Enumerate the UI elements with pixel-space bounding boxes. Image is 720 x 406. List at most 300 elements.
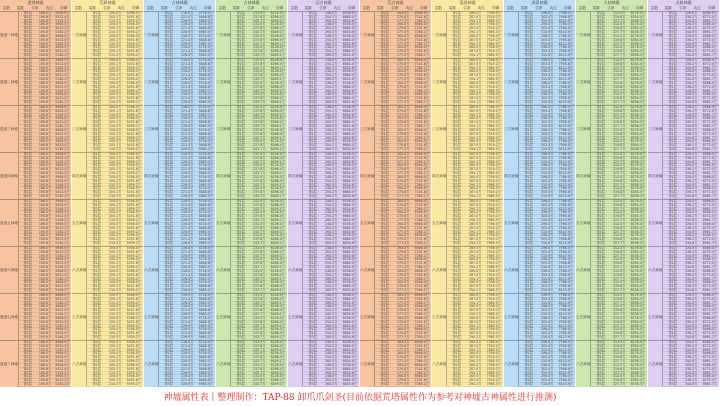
table-cell: 221.4万 [181,202,194,207]
table-cell: 第3层 [92,312,101,317]
table-cell: 4906.0万 [55,327,70,332]
table-cell: 6536.0万 [342,374,357,379]
table-cell: 243.7万 [253,112,266,117]
table-cell: 5140.2万 [55,312,70,317]
table-cell: 第2层 [308,37,317,42]
table-cell: 5306.0万 [126,92,141,97]
table-cell: 254.2万 [325,296,338,301]
table-cell: 312.0万 [613,69,626,74]
table-group [648,58,719,105]
table-group [216,152,287,199]
table-cell: 7936.8万 [558,143,573,148]
table-cell: 5431.6万 [126,108,141,113]
table-cell: 6126.0万 [270,362,285,367]
table-cell: 5306.0万 [126,45,141,50]
table-cell: 5140.2万 [55,41,70,46]
table-cell: 5716.0万 [198,58,213,62]
table-cell: 221.4万 [181,143,194,148]
table-cell: 第2层 [92,120,101,125]
table-cell: 第3层 [23,159,32,164]
table-cell: 第1层 [92,92,101,97]
table-cell: 319.8万 [613,284,626,289]
table-cell: 4906.0万 [55,221,70,226]
table-cell: 264.0万 [397,174,410,179]
table-cell: 6126.0万 [270,92,285,97]
table-cell: 第2层 [164,155,173,160]
table-cell: 6409.1万 [270,312,285,317]
table-cell: 第2层 [668,26,677,31]
table-cell: 310.9万 [541,147,554,152]
table-cell: 5983.5万 [198,182,213,187]
table-group [144,293,215,340]
table-cell: 5848.8万 [198,366,213,371]
table-cell: 第1层 [308,69,317,74]
table-cell: 6834.6万 [342,300,357,305]
table-cell: 7685.5万 [486,323,501,328]
table-cell: 5559.2万 [126,206,141,211]
table-cell: 8176.0万 [630,58,645,62]
table-cell: 第3层 [92,335,101,340]
table-cell: 190.8万 [38,331,52,336]
table-cell: 344.6万 [685,30,698,35]
group-label: 遗迹一神墟 [0,12,19,58]
table-cell: 270.6万 [397,131,410,136]
table-cell: 第2层 [524,108,533,113]
table-cell: 第2层 [452,272,461,277]
table-cell: 6126.0万 [270,69,285,74]
group-label: 四古神墟 [144,153,159,199]
table-cell: 5983.5万 [198,100,213,105]
table-cell: 第2层 [23,14,32,19]
table-cell: 260.5万 [325,41,338,46]
table-cell: 第1层 [596,58,605,62]
table-cell: 8772.0万 [702,261,717,266]
table-cell: 6834.6万 [342,77,357,82]
table-cell: 第3层 [524,241,533,246]
table-cell: 312.0万 [613,293,626,297]
table-cell: 第1层 [668,327,677,332]
table-cell: 303.4万 [541,319,554,324]
table-cell: 5848.8万 [198,167,213,172]
table-cell: 8586.0万 [702,210,717,215]
table-cell: 270.6万 [397,331,410,336]
table-cell: 5022.4万 [55,214,70,219]
group-label: 遗迹二神墟 [0,59,19,105]
table-cell: 6684.0万 [342,167,357,172]
table-cell: 344.6万 [685,135,698,140]
table-cell: 第2层 [308,284,317,289]
table-cell: 7356.0万 [486,22,501,27]
table-group [144,11,215,58]
table-cell: 280.0万 [469,210,482,215]
table-cell: 6834.6万 [342,18,357,23]
table-cell: 第1层 [524,186,533,191]
table-cell: 6536.0万 [342,11,357,15]
table-cell: 7766.0万 [558,268,573,273]
table-cell: 第2层 [164,225,173,230]
table-group [288,11,359,58]
table-cell: 195.6万 [38,229,52,234]
table-cell: 8176.0万 [630,11,645,15]
table-cell: 第2层 [524,378,533,383]
group-label: 二古神墟 [360,59,375,105]
table-cell: 248.0万 [325,210,338,215]
table-cell: 第1层 [92,174,101,179]
table-cell: 第2层 [380,225,389,230]
table-cell: 第2层 [668,378,677,383]
table-cell: 第3层 [23,347,32,352]
table-cell: 190.8万 [38,73,52,78]
table-cell: 第2层 [452,378,461,383]
table-cell: 216.0万 [181,186,194,191]
table-cell: 216.0万 [181,233,194,238]
table-cell: 7519.2万 [486,37,501,42]
table-cell: 216.0万 [181,351,194,356]
table-cell: 第1层 [524,45,533,50]
table-cell: 7519.2万 [486,49,501,54]
table-cell: 6946.0万 [414,351,429,356]
table-cell: 226.9万 [181,171,194,176]
table-cell: 8176.0万 [630,80,645,85]
table-cell: 第1层 [164,152,173,156]
table-cell: 7685.5万 [486,241,501,246]
table-cell: 第2层 [164,331,173,336]
table-cell: 7936.8万 [558,26,573,31]
column-header: 防御 [420,6,428,10]
table-cell: 5431.6万 [126,378,141,383]
table-cell: 第2层 [668,143,677,148]
table-cell: 第1层 [236,152,245,156]
table-cell: 254.2万 [325,73,338,78]
table-cell: 7260.1万 [414,229,429,234]
table-cell: 5140.2万 [55,182,70,187]
table-cell: 8772.0万 [702,343,717,348]
table-cell: 第2层 [596,49,605,54]
table-cell: 8110.9万 [558,77,573,82]
table-cell: 第1层 [308,233,317,238]
group-label: 五古神墟 [144,200,159,246]
table-cell: 第3层 [308,112,317,117]
table-cell: 243.7万 [253,171,266,176]
table-cell: 7766.0万 [558,163,573,168]
table-cell: 第1层 [596,105,605,109]
table-group [0,152,71,199]
table-cell: 296.0万 [541,340,554,344]
table-cell: 第1层 [92,152,101,156]
table-cell: 303.4万 [541,343,554,348]
table-cell: 第1层 [452,127,461,132]
table-cell: 第3层 [452,53,461,58]
table-cell: 344.6万 [685,218,698,223]
table-cell: 第3层 [452,171,461,176]
table-cell: 6684.0万 [342,190,357,195]
table-cell: 第2层 [596,26,605,31]
table-cell: 第2层 [596,343,605,348]
table-cell: 5559.2万 [126,147,141,152]
table-cell: 第1层 [380,80,389,85]
table-cell: 第3层 [596,53,605,58]
table-cell: 303.4万 [541,202,554,207]
table-cell: 319.8万 [613,319,626,324]
table-cell: 7101.6万 [414,202,429,207]
table-cell: 221.4万 [181,225,194,230]
table-group [0,293,71,340]
table-cell: 第3层 [668,171,677,176]
table-cell: 第2层 [308,261,317,266]
table-cell: 6126.0万 [270,293,285,297]
table-cell: 287.0万 [469,214,482,219]
table-cell: 第3层 [380,112,389,117]
table-cell: 5983.5万 [198,241,213,246]
table-cell: 264.0万 [397,362,410,367]
table-cell: 7101.6万 [414,225,429,230]
table-cell: 264.0万 [397,11,410,15]
table-cell: 327.7万 [613,370,626,375]
table-cell: 7685.5万 [486,265,501,270]
table-cell: 第2层 [524,237,533,242]
table-cell: 277.3万 [397,335,410,340]
table-cell: 第3层 [452,300,461,305]
table-cell: 第2层 [308,190,317,195]
table-cell: 第2层 [164,84,173,89]
table-cell: 319.8万 [613,37,626,42]
group-label: 六古神墟 [144,247,159,293]
table-cell: 第2层 [668,84,677,89]
table-cell: 205.1万 [109,190,122,195]
table-cell: 5022.4万 [55,366,70,371]
table-cell: 232.0万 [253,374,266,379]
table-cell: 5848.8万 [198,378,213,383]
table-cell: 264.0万 [397,92,410,97]
table-cell: 第1层 [236,246,245,250]
table-cell: 186.0万 [38,246,52,250]
table-cell: 6266.4万 [270,37,285,42]
table-cell: 5716.0万 [198,45,213,50]
table-group [288,58,359,105]
table-cell: 5140.2万 [55,206,70,211]
table-cell: 5716.0万 [198,11,213,15]
group-label: 二古神墟 [648,59,663,105]
table-cell: 205.1万 [109,14,122,19]
group-label: 七古神墟 [288,294,303,340]
table-cell: 294.1万 [469,382,482,387]
table-cell: 第1层 [236,11,245,15]
table-cell: 237.8万 [253,143,266,148]
table-cell: 第1层 [236,340,245,344]
table-cell: 第3层 [308,265,317,270]
table-cell: 7936.8万 [558,272,573,277]
table-cell: 第1层 [380,105,389,109]
table-cell: 第3层 [452,135,461,140]
table-cell: 8110.9万 [558,30,573,35]
table-cell: 186.0万 [38,362,52,367]
table-cell: 7519.2万 [486,131,501,136]
table-cell: 303.4万 [541,61,554,66]
table-cell: 8536.3万 [630,218,645,223]
table-cell: 344.6万 [685,382,698,387]
table-cell: 264.0万 [397,58,410,62]
table-cell: 8354.4万 [630,331,645,336]
table-cell: 8536.3万 [630,135,645,140]
table-cell: 8586.0万 [702,22,717,27]
table-cell: 264.0万 [397,257,410,262]
table-cell: 7101.6万 [414,120,429,125]
table-cell: 第1层 [164,105,173,109]
table-cell: 327.7万 [613,229,626,234]
table-cell: 8536.3万 [630,182,645,187]
table-cell: 第2层 [92,249,101,254]
table-cell: 303.4万 [541,143,554,148]
table-cell: 296.0万 [541,45,554,50]
table-cell: 第2层 [92,355,101,360]
table-cell: 第2层 [308,84,317,89]
table-cell: 第3层 [668,182,677,187]
table-cell: 190.8万 [38,249,52,254]
table-cell: 328.0万 [685,233,698,238]
table-cell: 6126.0万 [270,174,285,179]
table-cell: 232.0万 [253,186,266,191]
table-cell: 7260.1万 [414,265,429,270]
table-cell: 第2层 [452,331,461,336]
table-cell: 第1层 [380,186,389,191]
table-cell: 8961.7万 [702,124,717,129]
table-cell: 第2层 [23,237,32,242]
table-cell: 336.2万 [685,202,698,207]
table-cell: 6834.6万 [342,359,357,364]
table-cell: 第1层 [92,246,101,250]
table-cell: 205.1万 [109,225,122,230]
table-cell: 4906.0万 [55,152,70,156]
table-cell: 第3层 [308,88,317,93]
table-cell: 8772.0万 [702,296,717,301]
table-cell: 328.0万 [685,210,698,215]
table-cell: 第1层 [236,45,245,50]
table-cell: 200.0万 [109,22,122,27]
table-cell: 8961.7万 [702,347,717,352]
table-cell: 190.8万 [38,355,52,360]
table-cell: 第1层 [524,69,533,74]
table-cell: 195.6万 [38,88,52,93]
group-label: 五古神墟 [576,200,591,246]
table-cell: 第3层 [164,229,173,234]
table-cell: 第2层 [668,343,677,348]
table-cell: 5983.5万 [198,194,213,199]
table-cell: 310.9万 [541,135,554,140]
table-cell: 第2层 [380,202,389,207]
table-cell: 186.0万 [38,127,52,132]
table-cell: 第2层 [668,190,677,195]
group-label: 一古神墟 [144,12,159,58]
table-group [72,340,143,387]
table-cell: 第1层 [23,268,32,273]
table-cell: 第1层 [380,315,389,320]
column-header: 生命 [103,6,111,10]
table-cell: 287.0万 [469,96,482,101]
table-cell: 第1层 [23,221,32,226]
table-cell: 4906.0万 [55,340,70,344]
table-cell: 5559.2万 [126,241,141,246]
table-cell: 248.0万 [325,33,338,38]
table-cell: 5022.4万 [55,319,70,324]
table-cell: 190.8万 [38,49,52,54]
table-cell: 第3层 [23,312,32,317]
table-cell: 第2层 [668,308,677,313]
table-cell: 254.2万 [325,167,338,172]
table-group [648,152,719,199]
table-cell: 200.0万 [109,340,122,344]
table-cell: 328.0万 [685,22,698,27]
table-cell: 第3层 [308,218,317,223]
table-cell: 186.0万 [38,33,52,38]
table-cell: 8110.9万 [558,112,573,117]
table-cell: 第1层 [164,351,173,356]
table-cell: 8176.0万 [630,33,645,38]
table-cell: 216.0万 [181,293,194,297]
table-cell: 327.7万 [613,182,626,187]
table-cell: 第2层 [596,378,605,383]
table-cell: 第2层 [452,84,461,89]
table-cell: 第1层 [236,315,245,320]
table-cell: 195.6万 [38,53,52,58]
table-cell: 6684.0万 [342,49,357,54]
table-cell: 第3层 [23,30,32,35]
table-cell: 294.1万 [469,335,482,340]
table-cell: 第3层 [308,77,317,82]
table-cell: 190.8万 [38,96,52,101]
table-cell: 6536.0万 [342,69,357,74]
table-cell: 8110.9万 [558,100,573,105]
table-cell: 294.1万 [469,323,482,328]
table-group [432,152,503,199]
table-cell: 6266.4万 [270,131,285,136]
table-cell: 260.5万 [325,100,338,105]
table-cell: 第2层 [308,178,317,183]
table-cell: 8536.3万 [630,300,645,305]
table-cell: 第3层 [452,265,461,270]
table-cell: 8110.9万 [558,241,573,246]
table-cell: 第2层 [23,37,32,42]
table-cell: 5022.4万 [55,26,70,31]
table-cell: 5431.6万 [126,272,141,277]
table-cell: 248.0万 [325,280,338,285]
group-label: 七古神墟 [360,294,375,340]
table-cell: 第3层 [380,359,389,364]
table-cell: 第3层 [92,323,101,328]
table-cell: 5983.5万 [198,41,213,46]
table-cell: 205.1万 [109,249,122,254]
table-cell: 8772.0万 [702,331,717,336]
table-cell: 7766.0万 [558,69,573,74]
table-cell: 第2层 [236,355,245,360]
table-cell: 296.0万 [541,163,554,168]
table-cell: 6946.0万 [414,199,429,203]
table-cell: 8176.0万 [630,327,645,332]
table-cell: 第1层 [92,58,101,62]
table-cell: 260.5万 [325,18,338,23]
table-cell: 243.7万 [253,100,266,105]
table-cell: 264.0万 [397,45,410,50]
table-cell: 第3层 [92,229,101,234]
column-header: 攻击 [693,6,701,10]
table-cell: 第1层 [308,139,317,144]
table-cell: 第2层 [380,237,389,242]
table-cell: 第2层 [308,61,317,66]
table-cell: 205.1万 [109,131,122,136]
table-cell: 6946.0万 [414,327,429,332]
table-cell: 第3层 [236,229,245,234]
table-cell: 5848.8万 [198,202,213,207]
table-cell: 5559.2万 [126,135,141,140]
